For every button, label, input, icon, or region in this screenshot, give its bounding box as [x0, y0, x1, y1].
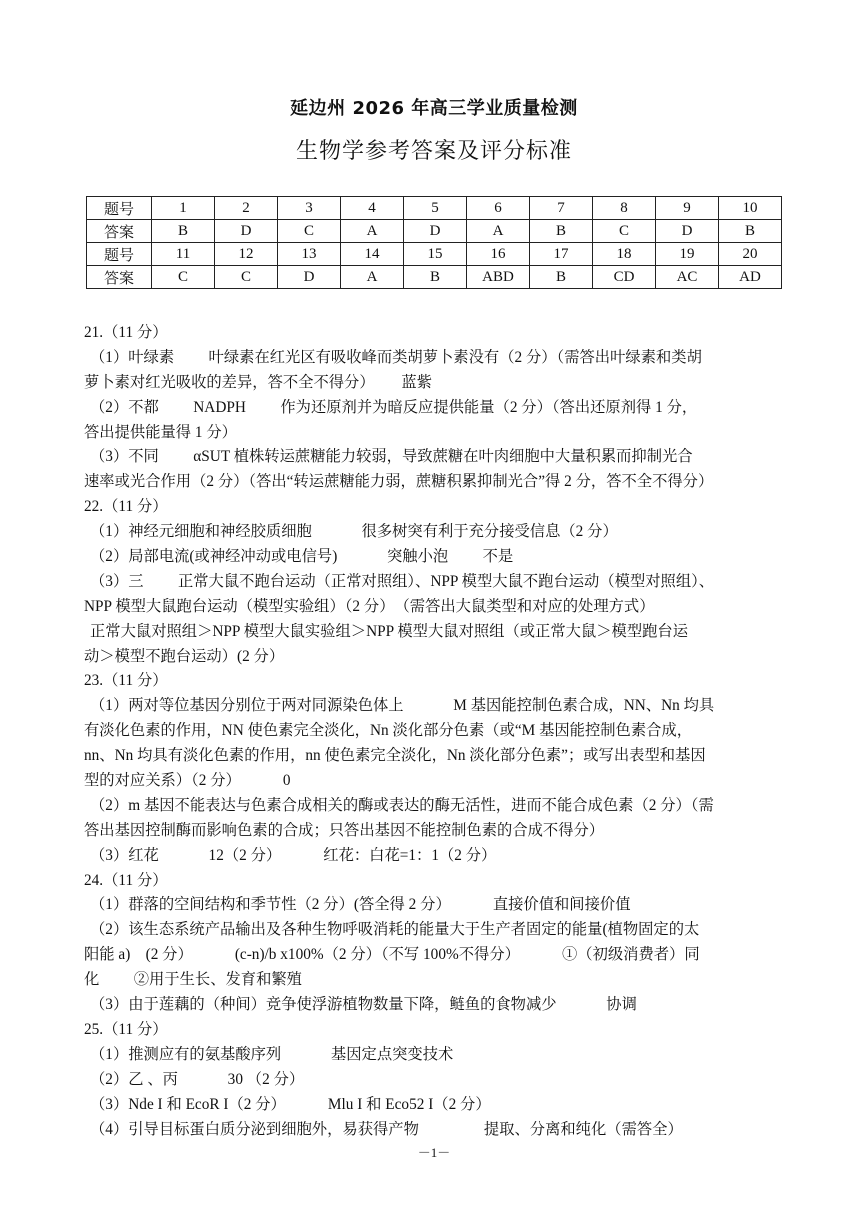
table-cell: 16: [467, 243, 530, 266]
table-cell: 11: [152, 243, 215, 266]
text-line: （1）群落的空间结构和季节性（2 分）(答全得 2 分） 直接价值和间接价值: [90, 896, 631, 914]
table-cell: D: [656, 220, 719, 243]
table-cell: A: [467, 220, 530, 243]
page-number: －1－: [417, 1145, 451, 1160]
table-row: [87, 266, 782, 289]
table-cell: 12: [215, 243, 278, 266]
table-cell: C: [278, 220, 341, 243]
text-line: （3）由于莲藕的（种间）竞争使浮游植物数量下降，鲢鱼的食物减少 协调: [90, 996, 637, 1014]
table-cell: C: [593, 220, 656, 243]
document-subtitle: 生物学参考答案及评分标准: [295, 139, 572, 164]
table-cell: B: [152, 220, 215, 243]
text-line: （1）叶绿素 叶绿素在红光区有吸收峰而类胡萝卜素没有（2 分）（需答出叶绿素和类胡: [90, 348, 702, 366]
table-cell: 19: [656, 243, 719, 266]
table-cell: D: [215, 220, 278, 243]
answer-table: [86, 196, 782, 289]
text-line: （3）Nde I 和 EcoR I（2 分） Mlu I 和 Eco52 I（2 分）: [90, 1095, 491, 1113]
answer-table-body: [87, 197, 782, 289]
table-cell: 9: [656, 197, 719, 220]
text-line: （2）乙 、丙 30 （2 分）: [90, 1070, 305, 1088]
table-cell: 17: [530, 243, 593, 266]
table-cell: A: [341, 220, 404, 243]
table-cell: 8: [593, 197, 656, 220]
text-line: （2）该生态系统产品输出及各种生物呼吸消耗的能量大于生产者固定的能量(植物固定的太: [90, 921, 700, 939]
table-cell: 4: [341, 197, 404, 220]
table-cell: 5: [404, 197, 467, 220]
table-cell: 20: [719, 243, 782, 266]
text-line: （1）推测应有的氨基酸序列 基因定点突变技术: [90, 1045, 454, 1063]
table-cell: B: [530, 266, 593, 289]
text-line: 答出基因控制酶而影响色素的合成；只答出基因不能控制色素的合成不得分）: [84, 821, 605, 839]
table-row: [87, 243, 782, 266]
text-line: 型的对应关系）（2 分） 0: [84, 772, 291, 790]
text-line: （1）神经元细胞和神经胶质细胞 很多树突有利于充分接受信息（2 分）: [90, 523, 618, 541]
text-line: 动＞模型不跑台运动）(2 分）: [84, 647, 285, 665]
text-line: 答出提供能量得 1 分）: [84, 423, 237, 441]
text-line: 阳能 a) (2 分） (c-n)/b x100%（2 分）（不写 100%不得分） ①（初级消费者）同: [84, 946, 700, 964]
table-cell: 2: [215, 197, 278, 220]
text-line: （2）m 基因不能表达与色素合成相关的酶或表达的酶无活性，进而不能合成色素（2 分）（需: [90, 796, 714, 814]
table-cell: 7: [530, 197, 593, 220]
text-line: 23.（11 分）: [84, 672, 168, 690]
row-header-cell: 题号: [87, 197, 152, 220]
text-line: 萝卜素对红光吸收的差异，答不全不得分） 蓝紫: [84, 373, 433, 391]
text-line: （2）不都 NADPH 作为还原剂并为暗反应提供能量（2 分）（答出还原剂得 1 分，: [90, 398, 698, 416]
table-cell: 10: [719, 197, 782, 220]
table-cell: ABD: [467, 266, 530, 289]
row-header-cell: 答案: [87, 266, 152, 289]
text-line: （3）不同 αSUT 植株转运蔗糖能力较弱，导致蔗糖在叶肉细胞中大量积累而抑制光合: [90, 448, 693, 466]
table-cell: A: [341, 266, 404, 289]
table-cell: 15: [404, 243, 467, 266]
text-line: （3）红花 12（2 分） 红花：白花=1：1（2 分）: [90, 846, 497, 864]
text-line: NPP 模型大鼠跑台运动（模型实验组）（2 分） （需答出大鼠类型和对应的处理方式）: [84, 597, 655, 615]
table-cell: CD: [593, 266, 656, 289]
text-line: （2）局部电流(或神经冲动或电信号) 突触小泡 不是: [90, 548, 514, 566]
text-line: 正常大鼠对照组＞NPP 模型大鼠实验组＞NPP 模型大鼠对照组（或正常大鼠＞模型跑台运: [90, 622, 689, 640]
table-cell: D: [404, 220, 467, 243]
text-line: 21.（11 分）: [84, 324, 168, 341]
table-cell: 18: [593, 243, 656, 266]
text-line: 有淡化色素的作用，NN 使色素完全淡化，Nn 淡化部分色素（或“M 基因能控制色素合成，: [84, 722, 693, 740]
table-cell: C: [152, 266, 215, 289]
table-cell: 14: [341, 243, 404, 266]
table-cell: B: [530, 220, 593, 243]
table-cell: 13: [278, 243, 341, 266]
document-title: 延边州 2026 年高三学业质量检测: [290, 98, 578, 119]
table-cell: B: [719, 220, 782, 243]
table-cell: D: [278, 266, 341, 289]
table-cell: AC: [656, 266, 719, 289]
answer-explanations: [84, 321, 790, 1142]
table-cell: 6: [467, 197, 530, 220]
text-line: 速率或光合作用（2 分）（答出“转运蔗糖能力弱，蔗糖积累抑制光合”得 2 分，答不全不得分）: [84, 473, 714, 491]
row-header-cell: 题号: [87, 243, 152, 266]
table-cell: C: [215, 266, 278, 289]
row-header-cell: 答案: [87, 220, 152, 243]
table-row: [87, 220, 782, 243]
text-line: 22.（11 分）: [84, 498, 168, 516]
table-row: [87, 197, 782, 220]
table-cell: 1: [152, 197, 215, 220]
text-line: （1）两对等位基因分别位于两对同源染色体上 M 基因能控制色素合成，NN、Nn 均具: [90, 697, 715, 715]
text-line: （4）引导目标蛋白质分泌到细胞外，易获得产物 提取、分离和纯化（需答全）: [90, 1120, 683, 1138]
text-line: 化 ②用于生长、发育和繁殖: [84, 971, 302, 989]
table-cell: AD: [719, 266, 782, 289]
text-line: （3）三 正常大鼠不跑台运动（正常对照组）、NPP 模型大鼠不跑台运动（模型对照组）、: [90, 572, 715, 590]
text-line: nn、Nn 均具有淡化色素的作用，nn 使色素完全淡化，Nn 淡化部分色素”；或写出表型和基因: [84, 747, 706, 765]
text-line: 25.（11 分）: [84, 1020, 168, 1038]
table-cell: B: [404, 266, 467, 289]
text-line: 24.（11 分）: [84, 871, 168, 889]
table-cell: 3: [278, 197, 341, 220]
